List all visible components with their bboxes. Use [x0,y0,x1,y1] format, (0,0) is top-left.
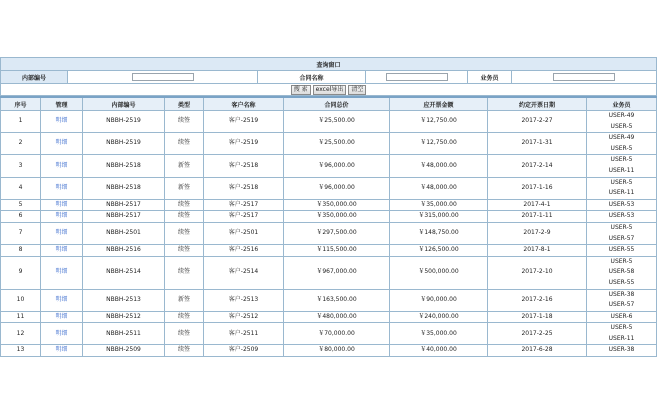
cell-code: NBBH-2519 [83,133,165,155]
table-row [1,222,657,244]
staff-name: USER-57 [608,234,635,242]
cell-staff [587,256,657,289]
cell-type: 新签 [165,289,204,311]
cell-staff [587,211,657,223]
staff-name: USER-11 [608,334,635,342]
row-number: 10 [1,289,41,311]
cell-staff [587,155,657,177]
detail-link[interactable]: 明细 [41,256,83,289]
cell-code: NBBH-2509 [83,345,165,357]
cell-code: NBBH-2501 [83,222,165,244]
staff-name: USER-5 [610,178,633,186]
cell-code: NBBH-2511 [83,323,165,345]
cell-invoice: ￥48,000.00 [390,155,488,177]
detail-link[interactable]: 明细 [41,133,83,155]
cell-customer: 客户-2517 [204,199,284,211]
cell-date: 2017-4-1 [488,199,587,211]
cell-type: 续签 [165,323,204,345]
cell-date: 2017-1-18 [488,311,587,323]
col-header-staff: 业务员 [587,97,657,111]
cell-code: NBBH-2517 [83,211,165,223]
staff-name: USER-38 [608,290,635,298]
detail-link[interactable]: 明细 [41,323,83,345]
cell-customer: 客户-2517 [204,211,284,223]
cell-type: 续签 [165,245,204,257]
cell-staff [587,345,657,357]
detail-link[interactable]: 明细 [41,155,83,177]
cell-code: NBBH-2518 [83,155,165,177]
col-header-date: 约定开票日期 [488,97,587,111]
col-header-total: 合同总价 [284,97,390,111]
cell-code: NBBH-2513 [83,289,165,311]
search-button[interactable]: 搜 索 [291,85,311,95]
staff-name: USER-5 [610,324,633,332]
staff-name: USER-5 [610,156,633,164]
cell-code: NBBH-2514 [83,256,165,289]
staff-name: USER-53 [608,212,635,220]
cell-date: 2017-6-28 [488,345,587,357]
detail-link[interactable]: 明细 [41,199,83,211]
detail-link[interactable]: 明细 [41,177,83,199]
staff-name: USER-5 [610,257,633,265]
query-table [0,57,657,96]
cell-total: ￥96,000.00 [284,155,390,177]
table-row [1,323,657,345]
table-row [1,199,657,211]
col-header-customer: 客户名称 [204,97,284,111]
cell-date: 2017-1-11 [488,211,587,223]
cell-code: NBBH-2516 [83,245,165,257]
staff-name: USER-49 [608,134,635,142]
table-row [1,256,657,289]
cell-invoice: ￥12,750.00 [390,111,488,133]
table-row [1,211,657,223]
result-table [0,96,657,357]
cell-customer: 客户-2519 [204,133,284,155]
cell-total: ￥967,000.00 [284,256,390,289]
excel-export-button[interactable]: excel导出 [313,85,347,95]
detail-link[interactable]: 明细 [41,222,83,244]
cell-invoice: ￥12,750.00 [390,133,488,155]
cell-staff [587,245,657,257]
cell-type: 续签 [165,199,204,211]
cell-customer: 客户-2512 [204,311,284,323]
cell-type: 续签 [165,211,204,223]
staff-name: USER-6 [610,312,633,320]
cell-date: 2017-1-16 [488,177,587,199]
query-title: 查询窗口 [1,58,657,71]
cell-date: 2017-2-16 [488,289,587,311]
cell-invoice: ￥40,000.00 [390,345,488,357]
cell-customer: 客户-2509 [204,345,284,357]
row-number: 2 [1,133,41,155]
cell-total: ￥480,000.00 [284,311,390,323]
staff-name: USER-11 [608,189,635,197]
cell-date: 2017-2-10 [488,256,587,289]
cell-customer: 客户-2516 [204,245,284,257]
cell-invoice: ￥126,500.00 [390,245,488,257]
cell-date: 2017-2-25 [488,323,587,345]
table-row [1,345,657,357]
cell-customer: 客户-2501 [204,222,284,244]
table-row [1,289,657,311]
row-number: 4 [1,177,41,199]
cell-type: 续签 [165,222,204,244]
cell-invoice: ￥35,000.00 [390,199,488,211]
field-label-code: 内部编号 [1,71,68,84]
staff-name: USER-49 [608,112,635,119]
cell-invoice: ￥90,000.00 [390,289,488,311]
cell-type: 续签 [165,311,204,323]
detail-link[interactable]: 明细 [41,311,83,323]
staff-name: USER-5 [610,144,633,152]
cell-total: ￥25,500.00 [284,111,390,133]
cell-invoice: ￥500,000.00 [390,256,488,289]
cell-customer: 客户-2518 [204,155,284,177]
detail-link[interactable]: 明细 [41,289,83,311]
cell-total: ￥25,500.00 [284,133,390,155]
cell-customer: 客户-2514 [204,256,284,289]
cell-invoice: ￥35,000.00 [390,323,488,345]
cell-total: ￥115,500.00 [284,245,390,257]
staff-name: USER-38 [608,346,635,354]
row-number: 8 [1,245,41,257]
cell-total: ￥350,000.00 [284,199,390,211]
row-number: 3 [1,155,41,177]
staff-name: USER-53 [608,200,635,208]
field-label-contract: 合同名称 [258,71,366,84]
col-header-manage: 管理 [41,97,83,111]
cell-staff [587,199,657,211]
staff-name: USER-55 [608,278,635,286]
cell-date: 2017-2-14 [488,155,587,177]
cell-total: ￥96,000.00 [284,177,390,199]
cell-invoice: ￥148,750.00 [390,222,488,244]
detail-link[interactable]: 明细 [41,211,83,223]
cell-type: 新签 [165,177,204,199]
contract-name-input[interactable] [386,73,448,81]
query-panel [0,57,656,357]
cell-date: 2017-2-9 [488,222,587,244]
cell-staff [587,289,657,311]
cell-type: 续签 [165,345,204,357]
field-label-staff: 业务员 [468,71,512,84]
row-number: 13 [1,345,41,357]
cell-type: 续签 [165,111,204,133]
cell-type: 续签 [165,256,204,289]
row-number: 7 [1,222,41,244]
col-header-type: 类型 [165,97,204,111]
cell-invoice: ￥240,000.00 [390,311,488,323]
cell-customer: 客户-2513 [204,289,284,311]
col-header-code: 内部编号 [83,97,165,111]
cell-total: ￥297,500.00 [284,222,390,244]
detail-link[interactable]: 明细 [41,245,83,257]
table-row [1,155,657,177]
row-number: 5 [1,199,41,211]
table-row [1,111,657,133]
cell-total: ￥80,000.00 [284,345,390,357]
cell-date: 2017-2-27 [488,111,587,133]
table-row [1,177,657,199]
row-number: 1 [1,111,41,133]
staff-name: USER-58 [608,268,635,276]
staff-name: USER-5 [610,122,633,130]
cell-total: ￥163,500.00 [284,289,390,311]
cell-staff [587,311,657,323]
col-header-no: 序号 [1,97,41,111]
col-header-invoice: 应开票金额 [390,97,488,111]
cell-code: NBBH-2512 [83,311,165,323]
cell-staff [587,177,657,199]
staff-name: USER-57 [608,301,635,309]
cell-staff [587,222,657,244]
cell-invoice: ￥48,000.00 [390,177,488,199]
cell-staff [587,133,657,155]
staff-name: USER-5 [610,223,633,231]
table-row [1,245,657,257]
row-number: 11 [1,311,41,323]
cell-date: 2017-8-1 [488,245,587,257]
clear-button[interactable]: 清空 [348,85,366,95]
cell-code: NBBH-2519 [83,111,165,133]
table-row [1,311,657,323]
cell-type: 续签 [165,133,204,155]
row-number: 6 [1,211,41,223]
cell-staff [587,323,657,345]
staff-input[interactable] [553,73,615,81]
staff-name: USER-11 [608,166,635,174]
cell-code: NBBH-2517 [83,199,165,211]
cell-customer: 客户-2518 [204,177,284,199]
cell-date: 2017-1-31 [488,133,587,155]
cell-staff [587,111,657,133]
cell-customer: 客户-2511 [204,323,284,345]
code-input[interactable] [132,73,194,81]
cell-code: NBBH-2518 [83,177,165,199]
cell-total: ￥350,000.00 [284,211,390,223]
cell-invoice: ￥315,000.00 [390,211,488,223]
staff-name: USER-55 [608,246,635,254]
detail-link[interactable]: 明细 [41,345,83,357]
row-number: 9 [1,256,41,289]
cell-type: 新签 [165,155,204,177]
cell-customer: 客户-2519 [204,111,284,133]
row-number: 12 [1,323,41,345]
detail-link[interactable]: 明细 [41,111,83,133]
cell-total: ￥70,000.00 [284,323,390,345]
table-row [1,133,657,155]
